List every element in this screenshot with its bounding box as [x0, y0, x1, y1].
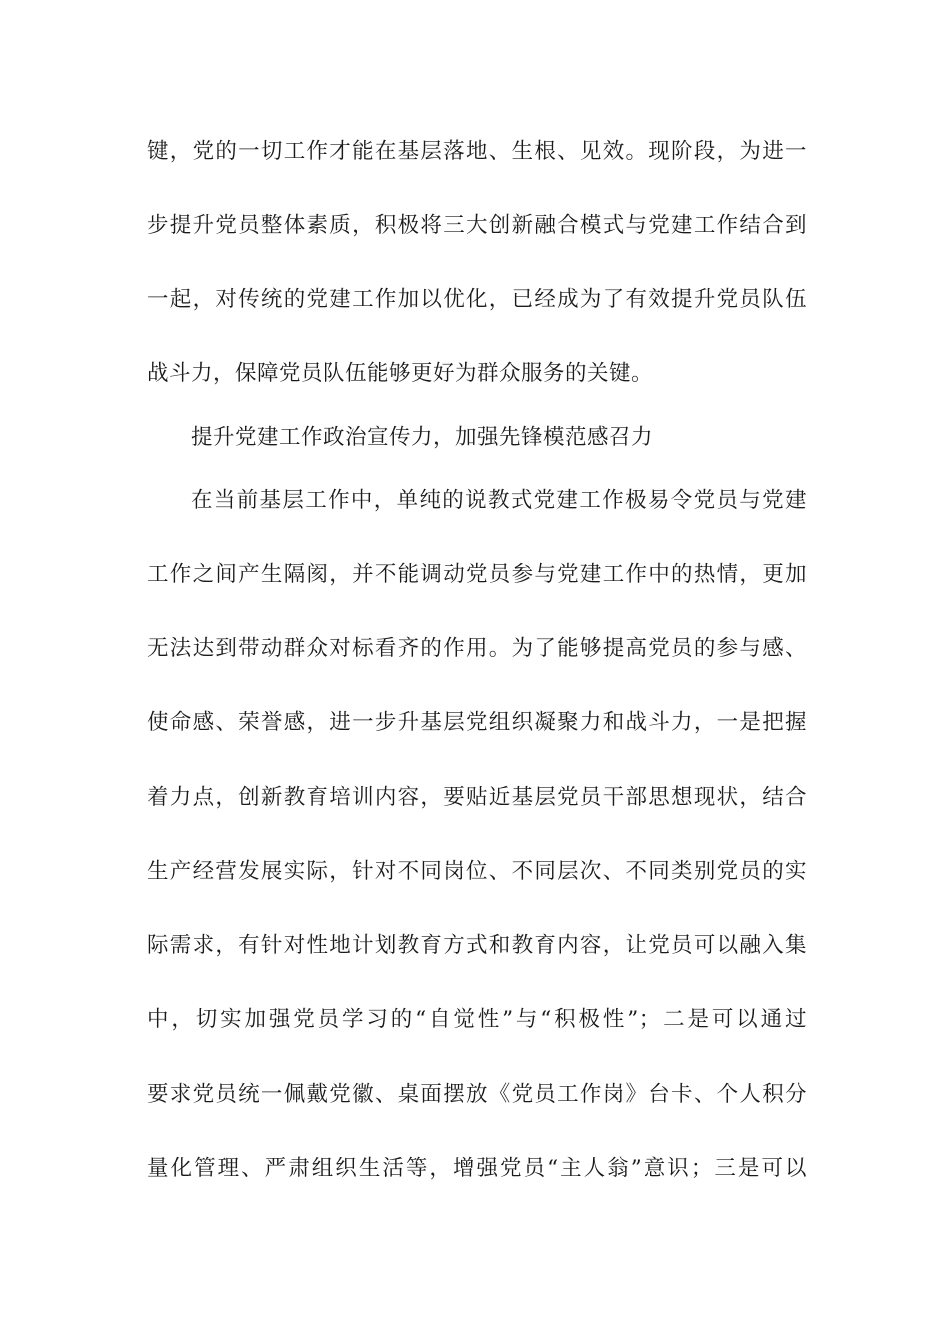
- section-heading: 提升党建工作政治宣传力，加强先锋模范感召力: [191, 425, 654, 450]
- paragraph-1-line-1: 键，党的一切工作才能在基层落地、生根、见效。现阶段，为进一: [147, 139, 807, 164]
- paragraph-2-line-3: 无法达到带动群众对标看齐的作用。为了能够提高党员的参与感、: [147, 636, 807, 661]
- paragraph-2-line-1: 在当前基层工作中，单纯的说教式党建工作极易令党员与党建: [191, 488, 807, 513]
- paragraph-2-line-8: 中，切实加强党员学习的“自觉性”与“积极性”；二是可以通过: [147, 1007, 807, 1032]
- paragraph-2-line-5: 着力点，创新教育培训内容，要贴近基层党员干部思想现状，结合: [147, 785, 807, 810]
- paragraph-1-line-2: 步提升党员整体素质，积极将三大创新融合模式与党建工作结合到: [147, 213, 807, 238]
- paragraph-1-line-4: 战斗力，保障党员队伍能够更好为群众服务的关键。: [147, 361, 654, 386]
- paragraph-2-line-7: 际需求，有针对性地计划教育方式和教育内容，让党员可以融入集: [147, 933, 807, 958]
- paragraph-2-line-4: 使命感、荣誉感，进一步升基层党组织凝聚力和战斗力，一是把握: [147, 710, 807, 735]
- paragraph-2-line-6: 生产经营发展实际，针对不同岗位、不同层次、不同类别党员的实: [147, 859, 807, 884]
- paragraph-2-line-10: 量化管理、严肃组织生活等，增强党员“主人翁”意识；三是可以: [147, 1156, 807, 1181]
- paragraph-2-line-2: 工作之间产生隔阂，并不能调动党员参与党建工作中的热情，更加: [147, 562, 807, 587]
- paragraph-2-line-9: 要求党员统一佩戴党徽、桌面摆放《党员工作岗》台卡、个人积分: [147, 1082, 807, 1107]
- paragraph-1-line-3: 一起，对传统的党建工作加以优化，已经成为了有效提升党员队伍: [147, 287, 807, 312]
